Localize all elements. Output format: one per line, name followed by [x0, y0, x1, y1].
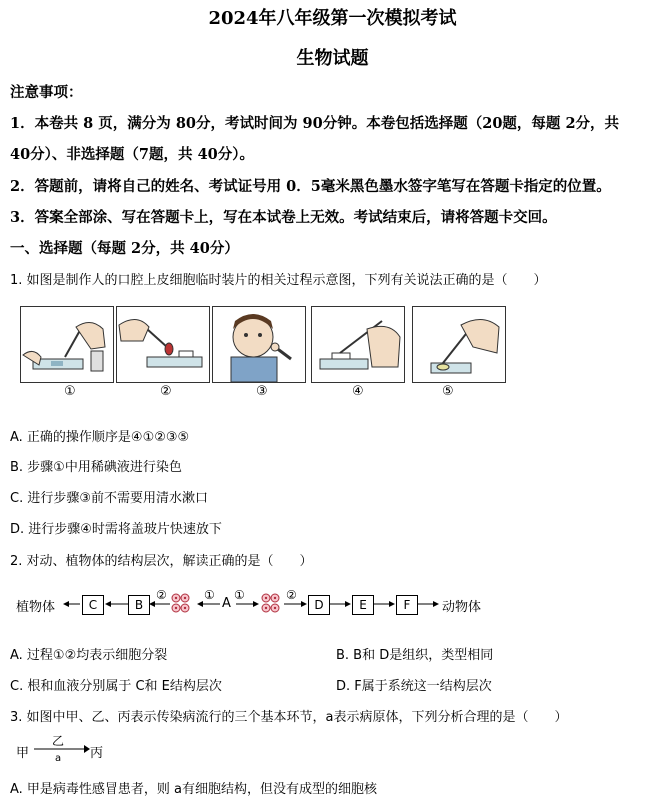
q1-option-a: A. 正确的操作顺序是④①②③⑤: [10, 430, 190, 445]
notice-line-1: 1．本卷共 8 页，满分为 80分，考试时间为 90分钟。本卷包括选择题（20题，每题 2分，共: [10, 115, 620, 132]
q3-yi: 乙: [52, 734, 65, 748]
flow-step-1-left: ①: [204, 588, 215, 602]
exam-title: 2024年八年级第一次模拟考试: [208, 8, 457, 29]
q3-a: a: [55, 753, 62, 764]
q3-option-a: A. 甲是病毒性感冒患者，则 a有细胞结构，但没有成型的细胞核: [10, 782, 378, 797]
q2-option-d: D. F属于系统这一结构层次: [336, 679, 492, 694]
q3-arrow: [32, 742, 92, 756]
q1-label-5: ⑤: [442, 384, 454, 399]
flow-box-c: C: [82, 595, 104, 615]
q1-option-d: D. 进行步骤④时需将盖玻片快速放下: [10, 522, 222, 537]
q1-option-b: B. 步骤①中用稀碘液进行染色: [10, 460, 182, 475]
q3-bing: 丙: [90, 746, 104, 761]
q2-option-b: B. B和 D是组织，类型相同: [336, 648, 494, 663]
flow-box-b: B: [128, 595, 150, 615]
flow-box-d: D: [308, 595, 330, 615]
q3-stem: 3. 如图中甲、乙、丙表示传染病流行的三个基本环节，a表示病原体，下列分析合理的是（ ）: [10, 710, 568, 725]
flow-animal: 动物体: [442, 600, 482, 615]
q1-label-4: ④: [352, 384, 364, 399]
q1-figure-5: [412, 306, 506, 383]
q1-option-c: C. 进行步骤③前不需要用清水漱口: [10, 491, 208, 506]
q1-stem: 1. 如图是制作人的口腔上皮细胞临时装片的相关过程示意图，下列有关说法正确的是（ ）: [10, 273, 547, 288]
q1-figure-2: [116, 306, 210, 383]
flow-step-2-right: ②: [286, 588, 297, 602]
q1-figure-1: [20, 306, 114, 383]
q1-label-3: ③: [256, 384, 268, 399]
notice-heading: 注意事项：: [10, 84, 83, 101]
section-heading: 一、选择题（每题 2分，共 40分）: [10, 240, 239, 257]
flow-step-2-left: ②: [156, 588, 167, 602]
q1-figure-4: [311, 306, 405, 383]
flow-label-a: A: [222, 596, 231, 611]
q2-option-a: A. 过程①②均表示细胞分裂: [10, 648, 168, 663]
flow-box-e: E: [352, 595, 374, 615]
q1-figure-3: [212, 306, 306, 383]
flow-step-1-right: ①: [234, 588, 245, 602]
q2-option-c: C. 根和血液分别属于 C和 E结构层次: [10, 679, 222, 694]
exam-subject: 生物试题: [296, 48, 369, 69]
q2-stem: 2. 对动、植物体的结构层次，解读正确的是（ ）: [10, 554, 313, 569]
q1-label-2: ②: [160, 384, 172, 399]
q1-label-1: ①: [64, 384, 76, 399]
notice-line-1b: 40分）、非选择题（7题，共 40分）。: [10, 146, 254, 163]
flow-plant: 植物体: [16, 600, 56, 615]
flow-box-f: F: [396, 595, 418, 615]
notice-line-3: 3．答案全部涂、写在答题卡上，写在本试卷上无效。考试结束后，请将答题卡交回。: [10, 209, 557, 226]
q3-jia: 甲: [16, 746, 30, 761]
notice-line-2: 2．答题前，请将自己的姓名、考试证号用 0．5毫米黑色墨水签字笔写在答题卡指定的位置。: [10, 178, 611, 195]
